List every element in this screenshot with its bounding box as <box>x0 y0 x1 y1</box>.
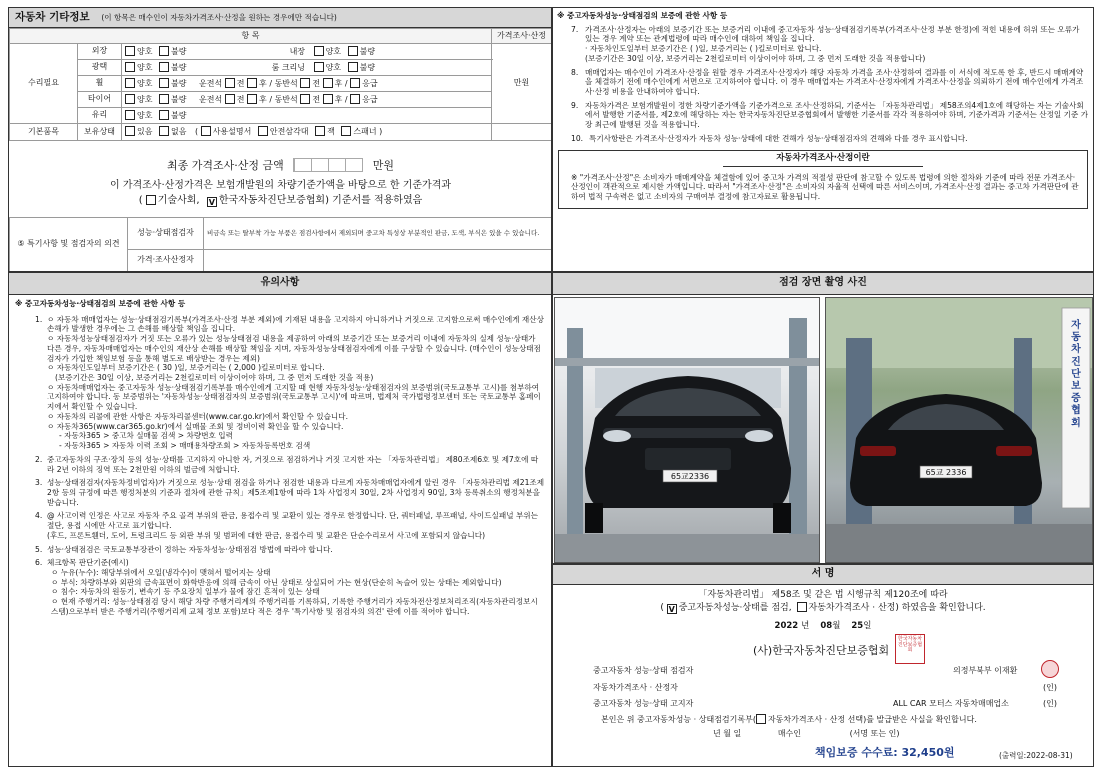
signature-panel <box>552 564 1094 767</box>
photo-header: 점검 장면 촬영 사진 <box>553 273 1093 295</box>
spanner-checkbox[interactable] <box>341 126 351 136</box>
tire-good-checkbox[interactable] <box>125 94 135 104</box>
rear-car-illustration <box>826 298 1093 563</box>
other-info-note: (이 항목은 매수인이 자동차가격조사·산정을 원하는 경우에만 적습니다) <box>101 13 337 22</box>
row-label-exterior: 외장 <box>78 44 122 60</box>
tire-passenger-rear-checkbox[interactable] <box>323 94 333 104</box>
buyer-row: 년 월 일 매수인 (서명 또는 인) <box>713 729 900 738</box>
possession-label: 보유상태 <box>78 124 122 141</box>
repair-needed-label: 수리필요 <box>10 44 78 124</box>
row-label-polish: 광택 <box>78 60 122 76</box>
warranty-item-10: 10. 특기사항란은 가격조사·산정자가 자동차 성능·상태에 대한 견해가 성능·상태점검자의 견해와 다를 경우 표시합니다. <box>571 133 968 143</box>
wheel-good-checkbox[interactable] <box>125 78 135 88</box>
exterior-bad-checkbox[interactable] <box>159 46 169 56</box>
receipt-row: 본인은 위 중고자동차성능 · 상태점검기록부( 자동차가격조사 · 산정 선택)를 발급받은 사실을 확인합니다. <box>601 715 977 724</box>
polish-bad-checkbox[interactable] <box>159 62 169 72</box>
row-wheel-options: 양호 불량 운전석 전 후 / 동반석 전 후 / 응급 <box>122 76 492 92</box>
final-price-row <box>9 158 552 173</box>
special-table <box>9 217 552 272</box>
special-label: ⑤ 특기사항 및 점검자의 의견 <box>10 218 128 272</box>
notifier-row: 중고자동차 성능·상태 고지자 ALL CAR 모터스 자동차매매업소 (인) <box>593 699 1057 708</box>
row-glass-options: 양호 불량 <box>122 108 492 124</box>
wheel-passenger-front-checkbox[interactable] <box>300 78 310 88</box>
org-name: (사)한국자동차진단보증협회 <box>753 644 890 657</box>
have-checkbox[interactable] <box>125 126 135 136</box>
wheel-driver-front-checkbox[interactable] <box>225 78 235 88</box>
appraiser-row: 자동차가격조사 · 산정자 (인) <box>593 683 1057 692</box>
photo-panel <box>552 272 1094 564</box>
receipt-appraisal-checkbox[interactable] <box>756 714 766 724</box>
price-inspector-label: 가격·조사산정자 <box>128 250 204 272</box>
tire-driver-rear-checkbox[interactable] <box>247 94 257 104</box>
appraisal-definition-title: 자동차가격조사·산정이란 <box>723 151 923 167</box>
law-line: 「자동차관리법」 제58조 및 같은 법 시행규칙 제120조에 따라 <box>698 590 948 600</box>
front-car-photo <box>554 297 820 563</box>
price-unit: 만원 <box>492 44 552 124</box>
row-label-tire: 타이어 <box>78 92 122 108</box>
glass-good-checkbox[interactable] <box>125 110 135 120</box>
warranty-item-9: 9. 자동차가격은 보험개발원이 정한 차량기준가액을 기준가격으로 조사·산정하되, 기준서는 「자동차관리법」 제58조의4제1호에 해당하는 자는 기술사회에서 발행한 기준서를, 제2호에 해당하는 자는 한국자동차진단보증협회에서 발행한 기준서를 각각 적용하여야 하며, 기준가격과 기준서는 산정일 기준 가장 최근에 발행된 것을 적용합니다. <box>571 100 1089 130</box>
price-appraisal-checkbox[interactable] <box>797 602 807 612</box>
none-checkbox[interactable] <box>159 126 169 136</box>
wheel-driver-rear-checkbox[interactable] <box>247 78 257 88</box>
assoc-checkbox[interactable]: V <box>208 197 215 207</box>
manual-checkbox[interactable] <box>201 126 211 136</box>
row-polish-options: 양호 불량 룸 크리닝 양호 불량 <box>122 60 492 76</box>
association-signboard: 자동차진단보증협회 <box>1071 320 1081 429</box>
jack-checkbox[interactable] <box>315 126 325 136</box>
fee-text: 책임보증 수수료: 32,450원 <box>815 746 955 759</box>
warranty-item-8: 8. 매매업자는 매수인이 가격조사·산정을 원할 경우 가격조사·산정자가 해당 자동차 가격을 조사·산정하여 결과를 이 서식에 적도록 한 후, 반드시 매매계약을 체결하기 전에 매수인에게 서면으로 고지하여야 합니다. 이 경우 매매업자는 가격조사·산정자에게 가격조사·산정을 의뢰하기 전에 매수인에게 가격조사·산정 비용을 안내하여야 합니다. <box>571 67 1084 97</box>
repair-table <box>9 28 552 141</box>
inspector-row: 중고자동차 성능·상태 점검자 의정부북부 이재환 <box>593 666 1063 676</box>
basic-items-label: 기본품목 <box>10 124 78 141</box>
appraisal-definition-text: ※ "가격조사·산정"은 소비자가 매매계약을 체결함에 있어 중고차 가격의 적절성 판단에 참고할 수 있도록 법령에 의한 절차와 기준에 따라 전문 가격조사·산정인이 객관적으로 제시한 가액입니다. 따라서 "가격조사·산정"은 소비자의 자율적 선택에 따른 서비스이며, 가격조사·산정 결과는 중고차 가격판단에 관하여 법적 구속력은 없고 소비자의 구매여부 결정에 참고자료로 활용됩니다. <box>571 172 1079 201</box>
glass-bad-checkbox[interactable] <box>159 110 169 120</box>
row-label-interior: 내장 <box>289 46 306 56</box>
sign-date: 2022 년 08월 25일 <box>774 621 872 632</box>
row-label-room-cleaning: 룸 크리닝 <box>271 62 306 72</box>
perf-inspector-label: 성능·상태점검자 <box>128 218 204 250</box>
polish-good-checkbox[interactable] <box>125 62 135 72</box>
notice-item-5: 5. 성능·상태점검은 국토교통부장관이 정하는 자동차성능·상태점검 방법에 따라야 합니다. <box>35 544 333 554</box>
notice-item-4: 4. @ 사고이력 인정은 사고로 자동차 주요 골격 부위의 판금, 용접수리 및 교환이 있는 경우로 한정합니다. 단, 쿼터패널, 루프패널, 사이드실패널 부위는 절단, 용접 시에만 사고로 표기합니다. (후드, 프론트휀더, 도어, 트렁크리드 등 외판 부위 및 범퍼에 대한 판금, 용접수리 및 교환은 단순수리로서 사고에 포함되지 않습니다) <box>35 511 538 540</box>
performance-check-checkbox[interactable]: V <box>668 604 675 614</box>
final-price-input[interactable] <box>293 158 363 172</box>
notice-title: ※ 중고자동차성능·상태점검의 보증에 관한 사항 등 <box>15 299 186 308</box>
other-info-header <box>9 8 551 28</box>
exterior-good-checkbox[interactable] <box>125 46 135 56</box>
wheel-bad-checkbox[interactable] <box>159 78 169 88</box>
col-price-header: 가격조사·산정 <box>492 29 552 44</box>
price-inspector-note[interactable] <box>204 250 552 272</box>
cleaning-good-checkbox[interactable] <box>314 62 324 72</box>
final-price-label: 최종 가격조사·산정 금액 <box>166 159 284 172</box>
notice-panel <box>8 272 552 767</box>
tire-bad-checkbox[interactable] <box>159 94 169 104</box>
inspector-seal-stamp <box>1041 660 1059 678</box>
interior-good-checkbox[interactable] <box>314 46 324 56</box>
interior-bad-checkbox[interactable] <box>348 46 358 56</box>
appraisal-definition-box <box>558 150 1088 209</box>
other-info-title: 자동차 기타정보 <box>15 11 90 23</box>
row-label-glass: 유리 <box>78 108 122 124</box>
guild-checkbox[interactable] <box>146 195 156 205</box>
notice-item-1: 1. ㅇ 자동차 매매업자는 성능·상태점검기록부(가격조사·산정 부분 제외)에 기재된 내용을 고지하지 아니하거나 거짓으로 고지함으로써 매수인에게 재산상 손해가 발생한 경우에는 그 손해를 배상할 책임을 집니다. ㅇ 자동차성능상태점검자가 거짓 또는 오류가 있는 성능상태점검 내용을 제공하여 아래의 보증기간 또는 보증거리 이내에 자동차의 실제 성능·상태가 다른 경우, 자동차매매업자는 매수인의 재산상 손해를 배상할 책임을 지며, 자동차성능상태점검자에게 이를 구상할 수 있습니다. (매수인이 성능상태점검자가 가입한 책임보험 등을 통해 별도로 배상받는 경우는 제외) ㅇ 자동차인도일부터 보증기간은 ( 30 )일, 보증거리는 ( 2,000 )킬로미터로 합니다. (보증기간은 30일 이상, 보증거리는 2천킬로미터 이상이어야 하며, 그 중 먼저 도래한 것을 적용) ㅇ 자동차매매업자는 중고자동차 성능·상태점검기록부를 매수인에게 고지할 때 현행 자동차성능·상태점검자의 보증범위(국토교통부 고시)를 첨부하여 고지하여야 합니다. 동 보증범위는 '자동차성능·상태점검자의 보증범위(국토교통부 고시)'에 따르며, 법제처 국가법령정보센터 또는 국토교통부 홈페이지에서 확인할 수 있습니다. ㅇ 자동차의 리콜에 관한 사항은 자동차리콜센터(www.car.go.kr)에서 확인할 수 있습니다. ㅇ 자동차365(www.car365.go.kr)에서 실매물 조회 및 정비이력 확인을 할 수 있습니다. - 자동차365 > 중고차 실매물 검색 > 차량번호 입력 - 자동차365 > 자동차 이력 조회 > 매매용차량조회 > 자동차등록번호 검색 <box>35 314 544 451</box>
possession-options: 있음 없음 ( 사용설명서 안전삼각대 잭 스패너 ) <box>122 124 492 141</box>
row-label-wheel: 휠 <box>78 76 122 92</box>
org-stamp: 한국자동차진단보증협회 <box>895 634 925 664</box>
notice-item-2: 2. 중고자동차의 구조·장치 등의 성능·상태를 고지하지 아니한 자, 거짓으로 점검하거나 거짓 고지한 자는 「자동차관리법」 제80조제6호 및 제7호에 따라 2년 이하의 징역 또는 2천만원 이하의 벌금에 처합니다. <box>35 454 539 474</box>
warranty-item-7: 7. 가격조사·산정자는 아래의 보증기간 또는 보증거리 이내에 중고자동차 성능·상태점검기록부(가격조사·산정 부분 한정)에 적힌 내용에 허위 또는 오류가 있는 경우 계약 또는 관계법령에 따라 매수인에 대하여 책임을 집니다. · 자동차인도일부터 보증기간은 ( )일, 보증거리는 ( )킬로미터로 합니다. (보증기간은 30일 이상, 보증거리는 2천킬로미터 이상이어야 하며, 그 중 먼저 도래한 것을 적용합니다) <box>571 24 1080 63</box>
cleaning-bad-checkbox[interactable] <box>348 62 358 72</box>
tire-emergency-checkbox[interactable] <box>350 94 360 104</box>
print-date: (출력일:2022-08-31) <box>999 751 1073 760</box>
other-info-panel <box>8 7 552 272</box>
front-plate-text: 65교2336 <box>670 472 710 481</box>
row-tire-options: 양호 불량 운전석 전 후 / 동반석 전 후 / 응급 <box>122 92 492 108</box>
warranty-right-panel <box>552 7 1094 272</box>
confirm-line: ( V 중고자동차성능·상태를 점검, 자동차가격조사 · 산정) 하였음을 확인합니다. <box>660 602 986 614</box>
signature-header: 서 명 <box>553 565 1093 585</box>
col-item-header: 항 목 <box>10 29 492 44</box>
perf-inspector-note: 비금속 또는 탈부착 가능 부품은 점검사항에서 제외되며 중고차 특성상 부분적인 판금, 도색, 부식은 있을 수 있습니다. <box>204 218 552 250</box>
tire-passenger-front-checkbox[interactable] <box>300 94 310 104</box>
price-basis: 이 가격조사·산정가격은 보험개발원의 차량기준가액을 바탕으로 한 기준가격과 ( 기술사회, V 한국자동차진단보증협회) 기준서를 적용하였음 <box>109 180 452 207</box>
notice-item-3: 3. 성능·상태점검자(자동차정비업자)가 거짓으로 성능·상태 점검을 하거나 점검한 내용과 다르게 자동차매매업자에게 알린 경우 「자동차관리법 제21조제2항 등의 규정에 따른 행정처분의 기준과 절차에 관한 규칙」제5조제1항에 따라 1차 사업정지 30일, 2차 사업정지 90일, 3차 등록취소의 행정처분을 받습니다. <box>35 478 545 507</box>
rear-car-photo <box>825 297 1093 563</box>
notice-header: 유의사항 <box>9 273 551 295</box>
warranty-right-title: ※ 중고자동차성능·상태점검의 보증에 관한 사항 등 <box>557 11 728 20</box>
wheel-passenger-rear-checkbox[interactable] <box>323 78 333 88</box>
tire-driver-front-checkbox[interactable] <box>225 94 235 104</box>
row-exterior-options: 양호 불량 내장 양호 불량 <box>122 44 492 60</box>
final-price-unit: 만원 <box>372 159 394 172</box>
triangle-checkbox[interactable] <box>258 126 268 136</box>
front-car-illustration <box>555 298 820 563</box>
wheel-emergency-checkbox[interactable] <box>350 78 360 88</box>
notice-item-6: 6. 체크항목 판단기준(예시) ㅇ 누유(누수): 해당부위에서 오일(냉각수)이 맺혀서 떨어지는 상태 ㅇ 부식: 차량하부와 외판의 금속표면이 화학반응에 의해 금속이 아닌 상태로 상실되어 가는 현상(단순히 녹슬어 있는 상태는 제외합니다) ㅇ 침수: 자동차의 원동기, 변속기 등 주요장치 일부가 물에 잠긴 흔적이 있는 상태 ㅇ 현재 주행거리: 성능·상태점검 당시 해당 차량 주행거리계의 주행거리를 기록하되, 기록한 주행거리가 자동차전산정보처리조직(자동차관리정보시스템)으로부터 받은 주행거리(주행거리계 교체 정보 포함)보다 적은 경우 '특기사항 및 점검자의 의견' 란에 이를 적어야 합니다. <box>35 558 538 616</box>
rear-plate-text: 65교 2336 <box>925 468 967 477</box>
